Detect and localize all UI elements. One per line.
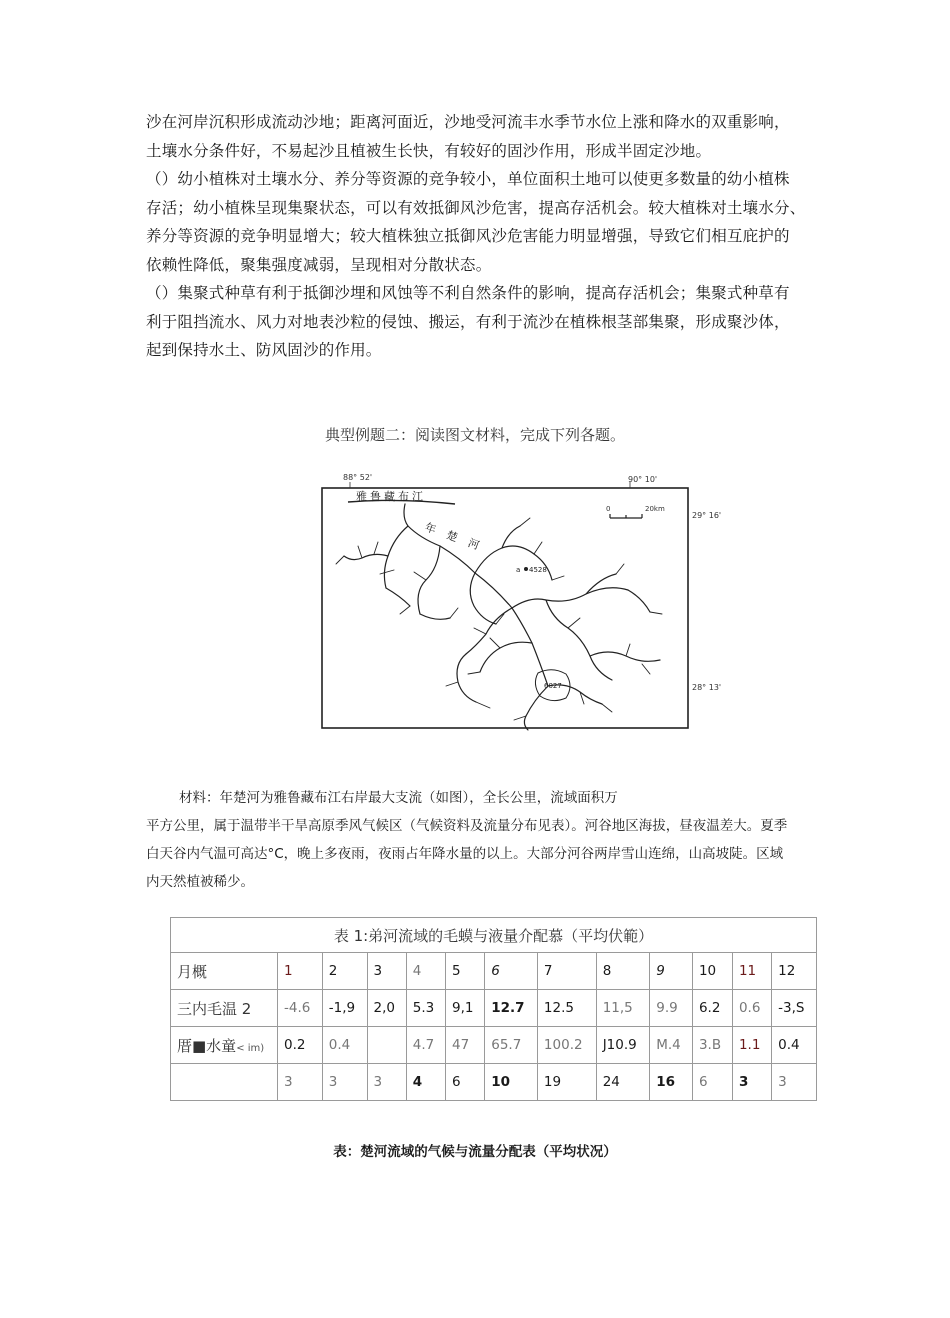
cell-temp: 12.7: [485, 990, 538, 1027]
yarlung-river-label: 雅鲁藏布江: [356, 490, 426, 503]
cell-month: 2: [322, 953, 367, 990]
row-label-precip: [171, 1027, 278, 1064]
cell-temp: -4.6: [278, 990, 323, 1027]
paragraph-line: 起到保持水土、防风固沙的作用。: [146, 341, 382, 359]
cell-temp: 6.2: [692, 990, 732, 1027]
cell-precip: 65.7: [485, 1027, 538, 1064]
cell-precip: [367, 1027, 406, 1064]
material-line: 内天然植被稀少。: [146, 874, 254, 890]
cell-flow: 3: [772, 1064, 817, 1101]
cell-flow: 3: [367, 1064, 406, 1101]
table-row-flow: [171, 1064, 817, 1101]
paragraph-line: （）幼小植株对土壤水分、养分等资源的竞争较小，单位面积土地可以使更多数量的幼小植株: [146, 170, 790, 188]
cell-temp: 5.3: [406, 990, 445, 1027]
row-label-month: 月概: [171, 953, 278, 990]
paragraph-line: 沙在河岸沉积形成流动沙地；距离河面近，沙地受河流丰水季节水位上涨和降水的双重影响，: [146, 113, 790, 131]
paragraph-line: 存活；幼小植株呈现集聚状态，可以有效抵御风沙危害，提高存活机会。较大植株对土壤水分、: [146, 198, 806, 217]
climate-flow-table: [170, 917, 817, 1101]
cell-flow: 3: [322, 1064, 367, 1101]
cell-precip: 0.4: [772, 1027, 817, 1064]
cell-temp: 9.9: [650, 990, 693, 1027]
cell-flow: 19: [537, 1064, 596, 1101]
cell-flow: 6: [692, 1064, 732, 1101]
cell-temp: 11,5: [596, 990, 650, 1027]
cell-temp: -3,S: [772, 990, 817, 1027]
cell-month: 6: [485, 953, 538, 990]
table-row-temp: [171, 990, 817, 1027]
mountain-label: 6027: [544, 682, 562, 690]
cell-precip: 3.B: [692, 1027, 732, 1064]
point-a-marker: [524, 567, 528, 571]
cell-flow: 4: [406, 1064, 445, 1101]
paragraph-line: 土壤水分条件好，不易起沙且植被生长快，有较好的固沙作用，形成半固定沙地。: [146, 141, 712, 160]
cell-temp: -1,9: [322, 990, 367, 1027]
point-a-value: 4528: [529, 566, 547, 574]
scale-zero: 0: [606, 505, 611, 513]
map-lon-left: 88° 52': [343, 473, 373, 482]
map-lat-bottom: 28° 13': [692, 683, 722, 692]
cell-precip: 100.2: [537, 1027, 596, 1064]
table-title: 表 1:弟河流域的毛蟆与液量介配慕（平均伏範）: [171, 918, 817, 953]
material-text: [146, 784, 846, 896]
cell-precip: 4.7: [406, 1027, 445, 1064]
tributary-twigs: [336, 518, 662, 720]
cell-temp: 9,1: [446, 990, 485, 1027]
map-frame: [322, 488, 688, 728]
scale-bar: [610, 514, 642, 518]
nianchu-river-label: 年楚河: [422, 520, 493, 557]
example-heading: 典型例题二：阅读图文材料，完成下列各题。: [324, 426, 625, 444]
material-line: 材料：年楚河为雅鲁藏布江右岸最大支流（如图），全长公里，流域面积万: [179, 790, 618, 806]
row-label-flow: [171, 1064, 278, 1101]
river-basin-map: [290, 468, 722, 740]
paragraph-line: 依赖性降低，聚集强度减弱，呈现相对分散状态。: [146, 255, 492, 274]
material-line: 白天谷内气温可高达°C，晚上多夜雨，夜雨占年降水量的以上。大部分河谷两岸雪山连绵，山高坡陡。区域: [146, 846, 784, 862]
precip-unit: < im): [236, 1042, 265, 1054]
precip-label: 厝■水童: [177, 1036, 237, 1055]
material-line: 平方公里，属于温带半干旱高原季风气候区（气候资料及流量分布见表）。河谷地区海拔，昼夜温差大。夏季: [146, 818, 788, 834]
cell-flow: 16: [650, 1064, 693, 1101]
map-lon-right: 90° 10': [628, 475, 658, 484]
cell-flow: 10: [485, 1064, 538, 1101]
cell-month: 7: [537, 953, 596, 990]
table-caption: 表：楚河流域的气候与流量分配表（平均状况）: [333, 1144, 617, 1160]
table-row-precip: [171, 1027, 817, 1064]
cell-precip: 0.4: [322, 1027, 367, 1064]
answer-paragraphs: [146, 108, 846, 365]
cell-month: 9: [650, 953, 693, 990]
cell-month: 10: [692, 953, 732, 990]
cell-month: 1: [278, 953, 323, 990]
map-lat-top: 29° 16': [692, 511, 722, 520]
cell-flow: 24: [596, 1064, 650, 1101]
cell-month: 8: [596, 953, 650, 990]
cell-temp: 0.6: [732, 990, 771, 1027]
cell-precip: 1.1: [732, 1027, 771, 1064]
cell-month: 3: [367, 953, 406, 990]
paragraph-line: （）集聚式种草有利于抵御沙埋和风蚀等不利自然条件的影响，提高存活机会；集聚式种草有: [146, 284, 790, 302]
cell-temp: 12.5: [537, 990, 596, 1027]
row-label-temp: 三内毛温 2: [171, 990, 278, 1027]
cell-precip: M.4: [650, 1027, 693, 1064]
paragraph-line: 利于阻挡流水、风力对地表沙粒的侵蚀、搬运，有利于流沙在植株根茎部集聚，形成聚沙体，: [146, 312, 790, 331]
cell-flow: 3: [278, 1064, 323, 1101]
cell-precip: 47: [446, 1027, 485, 1064]
cell-flow: 6: [446, 1064, 485, 1101]
paragraph-line: 养分等资源的竞争明显增大；较大植株独立抵御风沙危害能力明显增强，导致它们相互庇护的: [146, 227, 790, 245]
table-row-month: [171, 953, 817, 990]
cell-precip: 0.2: [278, 1027, 323, 1064]
cell-month: 12: [772, 953, 817, 990]
cell-flow: 3: [732, 1064, 771, 1101]
point-a-label: a: [516, 566, 521, 574]
cell-precip: J10.9: [596, 1027, 650, 1064]
cell-month: 4: [406, 953, 445, 990]
cell-month: 5: [446, 953, 485, 990]
scale-label: 20km: [645, 505, 665, 513]
cell-month: 11: [732, 953, 771, 990]
cell-temp: 2,0: [367, 990, 406, 1027]
